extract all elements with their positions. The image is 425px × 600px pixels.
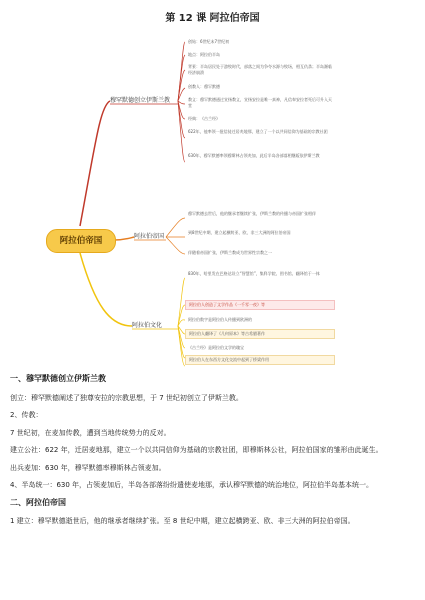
branch-arab-culture: 阿拉伯文化: [132, 322, 163, 329]
para-preaching-label: 2、传教：: [10, 411, 43, 419]
leaf-15: 阿拉伯人翻译了《几何原本》等古希腊著作: [185, 329, 335, 339]
leaf-3: 背景：半岛居民处于游牧时代，部落之间为争夺水源与牧场，相互仇杀；半岛濒临经济崩溃: [188, 64, 332, 75]
leaf-9: 穆罕默德去世后，他的继承者继续扩张，伊斯兰教的传播与帝国扩张相伴: [188, 211, 316, 216]
leaf-17: 阿拉伯人在东西方文化交流中起到了桥梁作用: [185, 355, 335, 365]
leaf-12: 830年，哈里发在巴格达设立“智慧馆”，集科学院、图书馆、翻译馆于一体: [188, 271, 320, 276]
leaf-1: 创始：6世纪末7世纪初: [188, 39, 230, 44]
connector-branch-2: [114, 237, 134, 240]
branch-arab-empire: 阿拉伯帝国: [134, 233, 165, 240]
leaf-8: 630年，穆罕默德率领穆斯林占领麦加，此后半岛各部落相继皈依伊斯兰教: [188, 153, 320, 158]
para-founding: 创立：穆罕默德阐述了独尊安拉的宗教思想，于 7 世纪初创立了伊斯兰教。: [10, 393, 243, 402]
leaf-13: 阿拉伯人创造了文学作品《一千零一夜》等: [185, 300, 335, 310]
leaf-14: 阿拉伯数字是阿拉伯人传播到欧洲的: [188, 317, 252, 322]
notes-body: [10, 374, 420, 534]
para-community: 建立公社：622 年，迁居麦地那，建立一个以共同信仰为基础的宗教社团，即穆斯林公社，阿拉伯国家的雏形由此诞生。: [10, 446, 383, 454]
mind-map-root: 阿拉伯帝国: [46, 229, 116, 253]
section-heading-2: 二、阿拉伯帝国: [10, 497, 66, 507]
para-empire: 1 建立：穆罕默德逝世后，他的继承者继续扩张。至 8 世纪中期，建立起横跨亚、欧、非三大洲的阿拉伯帝国。: [10, 517, 355, 525]
para-preaching: 7 世纪初，在麦加传教，遭到当地传统势力的反对。: [10, 428, 171, 437]
para-unification: 4、半岛统一：630 年，占领麦加后，半岛各部落纷纷遣使麦地那，承认穆罕默德的统治地位，阿拉伯半岛基本统一。: [10, 481, 374, 489]
connector-branch-1: [80, 101, 110, 226]
leaf-2: 地点：阿拉伯半岛: [188, 52, 220, 57]
leaf-10: 到8世纪中期，建立起横跨亚、欧、非三大洲的阿拉伯帝国: [188, 230, 291, 235]
leaf-16: 《古兰经》是阿拉伯文学的瑰宝: [188, 345, 244, 350]
section-heading-1: 一、穆罕默德创立伊斯兰教: [10, 374, 106, 383]
leaf-4: 创教人：穆罕默德: [188, 84, 220, 89]
mind-map: [0, 26, 425, 368]
leaf-6: 经典：《古兰经》: [188, 116, 220, 121]
branch-founding-islam: 穆罕默德创立伊斯兰教: [110, 97, 171, 104]
connector-branch-3: [80, 253, 132, 326]
leaf-5: 教义：穆罕默德通过宣扬教义，宣扬安拉是唯一真神，凡信奉安拉者死后可升入天堂: [188, 97, 332, 108]
para-mecca: 出兵麦加：630 年，穆罕默德率穆斯林占领麦加。: [10, 463, 166, 472]
leaf-7: 622年，他率领一批信徒迁居麦地那，建立了一个以共同信仰为基础的宗教社团: [188, 129, 328, 134]
page-title: 第 12 课 阿拉伯帝国: [165, 13, 260, 24]
leaf-11: 伴随着帝国扩张，伊斯兰教成为世界性宗教之一: [188, 250, 272, 255]
